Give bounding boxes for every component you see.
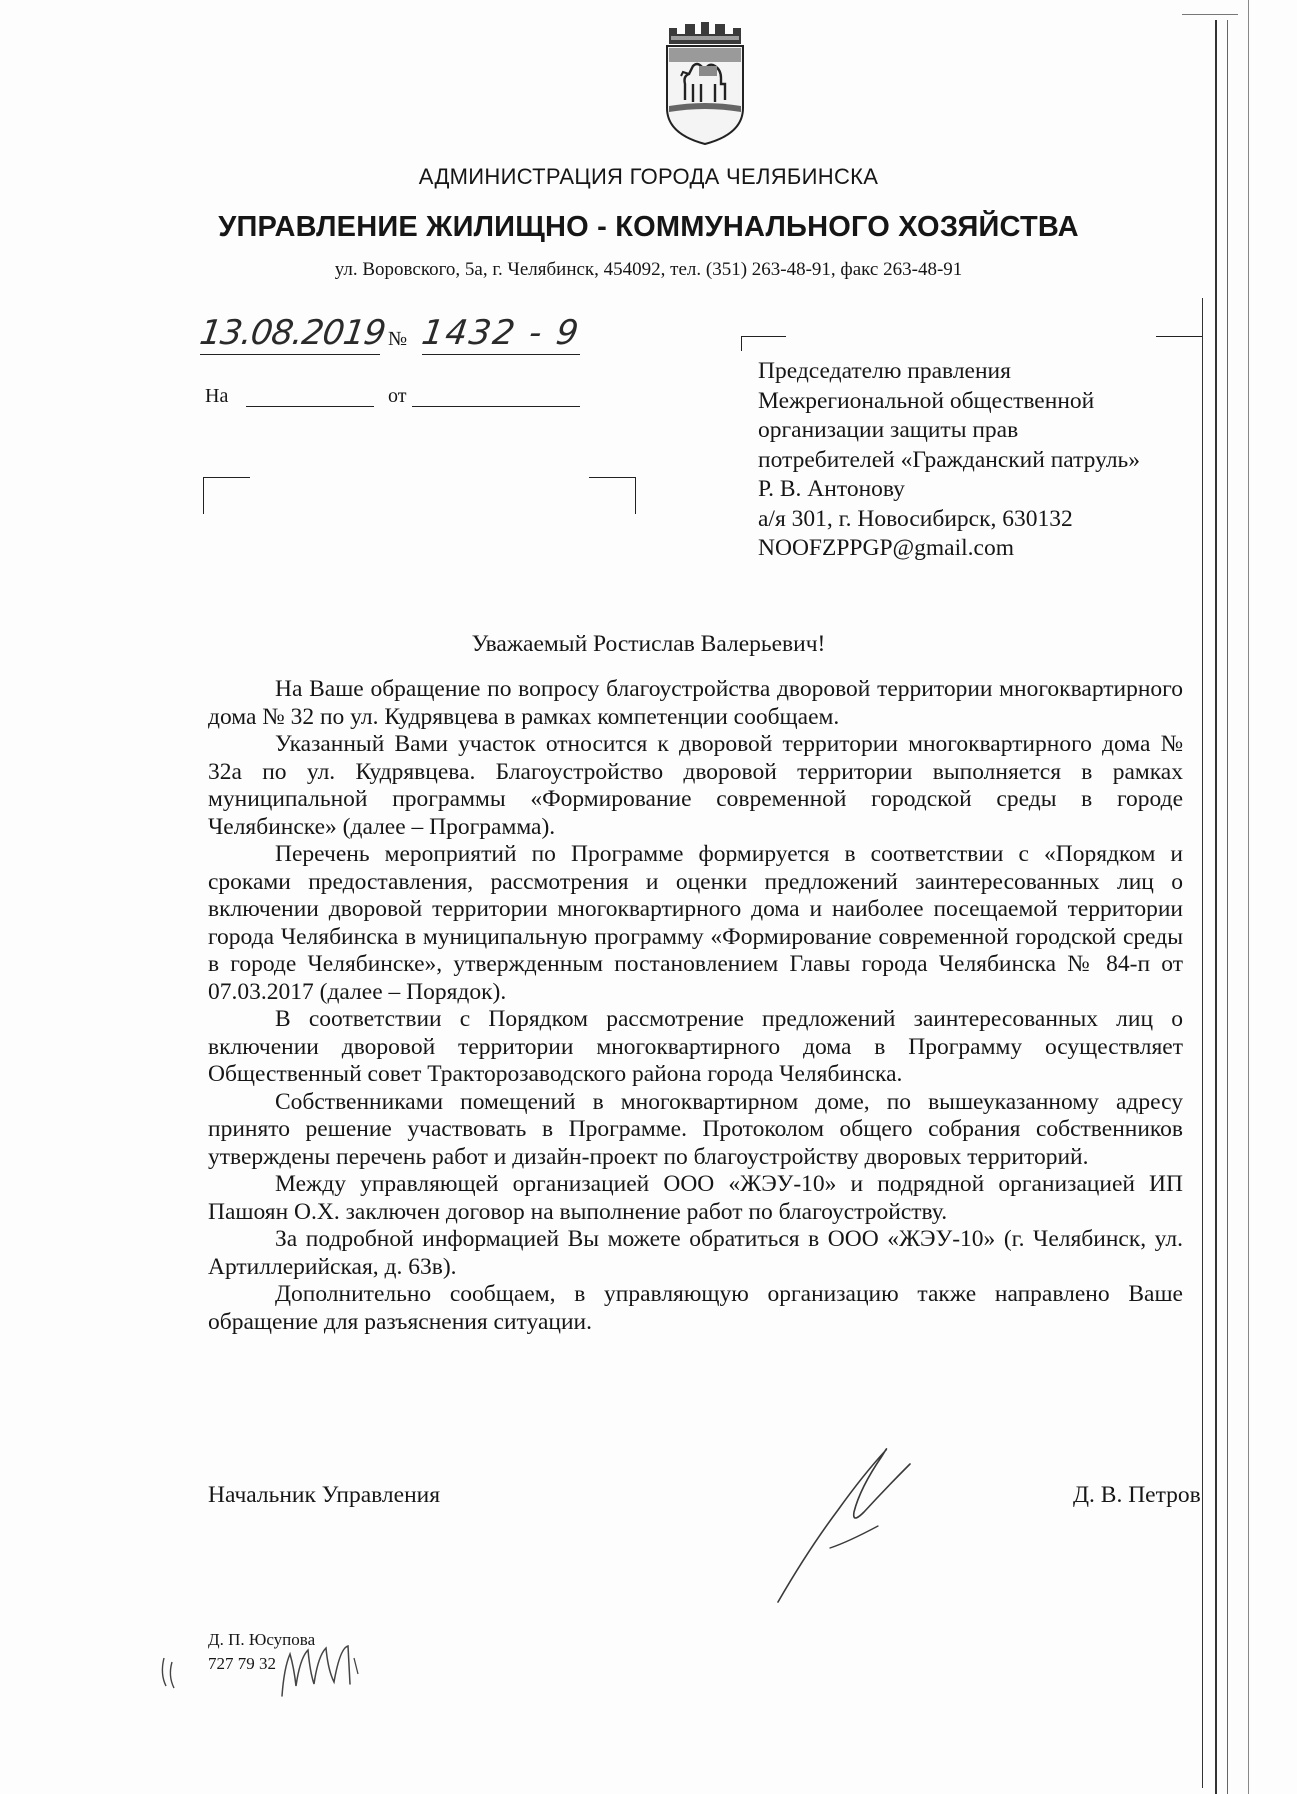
scan-edge-tick (1182, 14, 1238, 15)
reference-on-label: На (205, 385, 229, 407)
addressee-line: Р. В. Антонову (758, 476, 905, 502)
addressee-line: Председателю правления (758, 358, 1011, 384)
coat-of-arms-icon (663, 22, 747, 146)
corner-bracket-top-left (203, 477, 250, 514)
executor-name: Д. П. Юсупова (208, 1630, 316, 1649)
handwritten-signature (768, 1430, 928, 1610)
registration-number: 1432 - 9 (419, 313, 583, 353)
body-paragraph: На Ваше обращение по вопросу благоустройства дворовой территории многоквартирного дома № 32 по ул. Кудрявцева в рамках компетенции сообщаем. (208, 676, 1183, 730)
reference-date-underline (412, 406, 580, 407)
corner-bracket-top-right (589, 477, 636, 514)
signatory-name: Д. В. Петров (1073, 1482, 1201, 1508)
body-paragraph: Перечень мероприятий по Программе формируется в соответствии с «Порядком и сроками предоставления, рассмотрения и оценки предложений заинтересованных лиц о включении дворовой территории многоквартирного дома и наиболее посещаемой территории города Челябинска в муниципальную программу «Формирование современной городской среды в городе Челябинске», утвержденным постановлением Главы города Челябинска № 84-п от 07.03.2017 (далее – Порядок). (208, 841, 1183, 1005)
addressee-bracket-right (1156, 336, 1203, 351)
addressee-email: NOOFZPPGP@gmail.com (758, 535, 1015, 561)
addressee-line: а/я 301, г. Новосибирск, 630132 (758, 505, 1073, 532)
reference-number-underline (246, 406, 374, 407)
department-address: ул. Воровского, 5а, г. Челябинск, 454092, тел. (351) 263-48-91, факс 263-48-91 (334, 259, 963, 280)
scan-edge-line (1215, 20, 1217, 1794)
scan-edge-line (1248, 0, 1249, 1794)
department-name: УПРАВЛЕНИЕ ЖИЛИЩНО - КОММУНАЛЬНОГО ХОЗЯЙСТВА (218, 211, 1079, 243)
greeting: Уважаемый Ростислав Валерьевич! (471, 631, 826, 657)
administration-name: АДМИНИСТРАЦИЯ ГОРОДА ЧЕЛЯБИНСКА (418, 164, 879, 189)
letter-body (208, 676, 1183, 1336)
addressee-line: Межрегиональной общественной (758, 387, 1095, 414)
scan-edge-line (1202, 298, 1203, 1788)
handwritten-initials (158, 1628, 408, 1698)
body-paragraph: Указанный Вами участок относится к дворовой территории многоквартирного дома № 32а по ул. Кудрявцева. Благоустройство дворовой территории выполняется в рамках муниципальной программы «Формирование современной городской среды в городе Челябинске» (далее – Программа). (208, 731, 1183, 840)
body-paragraph: За подробной информацией Вы можете обратиться в ООО «ЖЭУ-10» (г. Челябинск, ул. Артиллерийская, д. 63в). (208, 1226, 1183, 1280)
registration-date: 13.08.2019 (197, 313, 388, 353)
number-underline (422, 354, 580, 355)
addressee-line: потребителей «Гражданский патруль» (758, 446, 1141, 473)
number-label: № (388, 328, 408, 350)
executor-phone: 727 79 32 (208, 1654, 276, 1673)
scan-edge-line (1227, 20, 1228, 1794)
date-underline (200, 354, 380, 355)
body-paragraph: Собственниками помещений в многоквартирном доме, по вышеуказанному адресу принято решение участвовать в Программе. Протоколом общего собрания собственников утверждены перечень работ и дизайн-проект по благоустройству дворовых территорий. (208, 1088, 1183, 1170)
body-paragraph: Дополнительно сообщаем, в управляющую организацию также направлено Ваше обращение для разъяснения ситуации. (208, 1281, 1183, 1335)
signatory-title: Начальник Управления (208, 1482, 441, 1508)
addressee-line: организации защиты прав (758, 417, 1019, 443)
reference-from-label: от (388, 385, 407, 407)
body-paragraph: Между управляющей организацией ООО «ЖЭУ-10» и подрядной организацией ИП Пашоян О.Х. заключен договор на выполнение работ по благоустройству. (208, 1171, 1183, 1225)
addressee-bracket-left (741, 336, 786, 351)
body-paragraph: В соответствии с Порядком рассмотрение предложений заинтересованных лиц о включении дворовой территории многоквартирного дома в Программу осуществляет Общественный совет Тракторозаводского района города Челябинска. (208, 1006, 1183, 1087)
addressee-block (758, 357, 1140, 564)
